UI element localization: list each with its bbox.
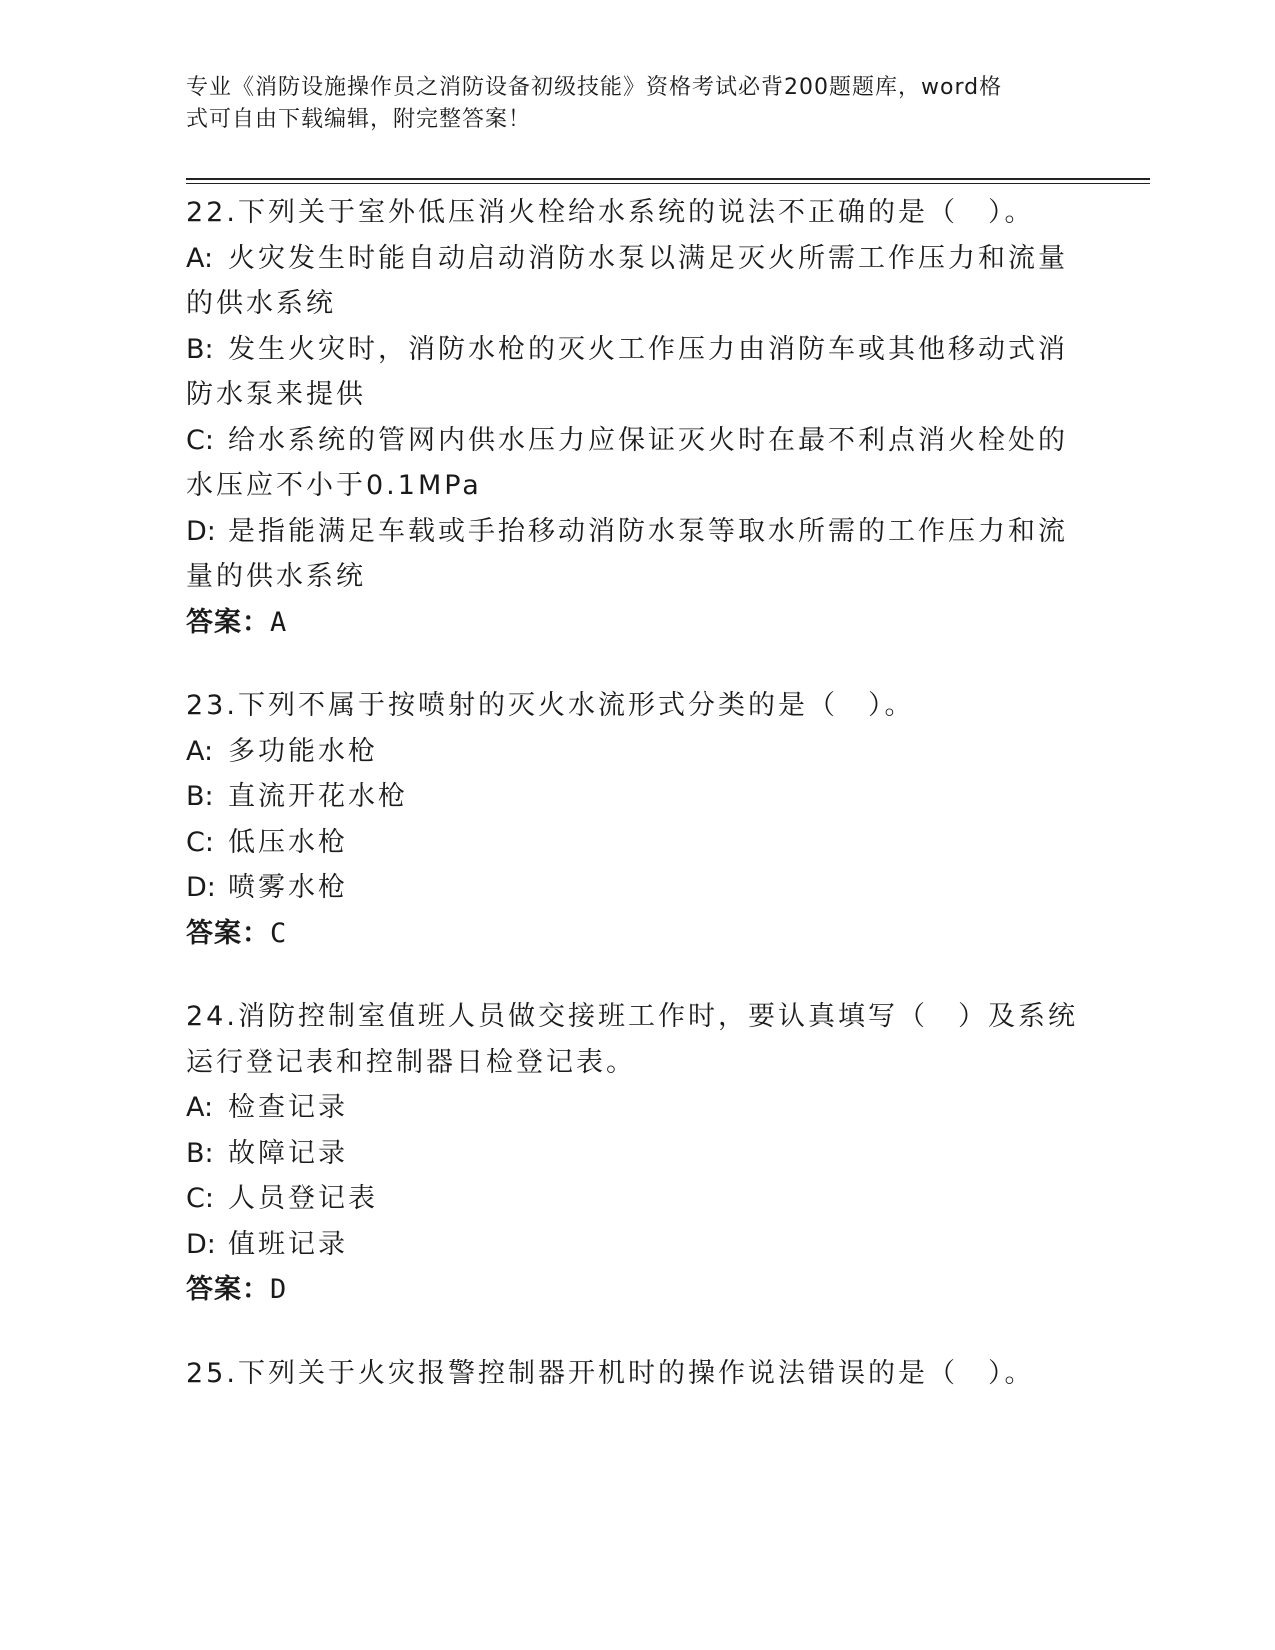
option-key: C:: [186, 1183, 214, 1214]
option-text: 给水系统的管网内供水压力应保证灭火时在最不利点消火栓处的水压应不小于0.1MPa: [186, 424, 1068, 501]
answer-label: 答案：: [186, 606, 270, 638]
option-text: 火灾发生时能自动启动消防水泵以满足灭火所需工作压力和流量的供水系统: [186, 242, 1068, 319]
option-text: 发生火灾时，消防水枪的灭火工作压力由消防车或其他移动式消防水泵来提供: [186, 333, 1068, 410]
option-text: 故障记录: [228, 1137, 348, 1169]
option-text: 检查记录: [228, 1092, 348, 1123]
question-stem: 25.下列关于火灾报警控制器开机时的操作说法错误的是（ ）。: [186, 1357, 1035, 1389]
option-key: A:: [186, 735, 214, 767]
answer-line: [186, 1267, 1086, 1313]
answer-value: D: [270, 1274, 288, 1305]
question-stem: 24.消防控制室值班人员做交接班工作时，要认真填写（ ）及系统运行登记表和控制器日检登记表。: [186, 1001, 1078, 1078]
option-b: [186, 327, 1086, 418]
option-a: [186, 1085, 1086, 1131]
answer-value: C: [270, 917, 288, 949]
option-key: B:: [186, 781, 214, 812]
answer-label: 答案：: [186, 1274, 270, 1305]
document-header: [186, 72, 1066, 136]
option-key: D:: [186, 515, 216, 547]
option-text: 直流开花水枪: [228, 781, 408, 812]
question-stem: 23.下列不属于按喷射的灭火水流形式分类的是（ ）。: [186, 690, 915, 721]
option-b: [186, 774, 1086, 820]
header-divider-thick: [186, 178, 1150, 180]
option-key: B:: [186, 1137, 214, 1169]
question-stem: 22.下列关于室外低压消火栓给水系统的说法不正确的是（ ）。: [186, 197, 1035, 228]
option-key: C:: [186, 826, 214, 858]
option-key: D:: [186, 872, 216, 903]
option-c: [186, 820, 1086, 866]
answer-value: A: [270, 606, 288, 638]
option-text: 人员登记表: [228, 1183, 378, 1214]
answer-line: [186, 600, 1086, 646]
option-text: 低压水枪: [228, 826, 348, 858]
option-d: [186, 509, 1086, 600]
question-23: [186, 683, 1086, 956]
question-25: [186, 1351, 1086, 1397]
answer-line: [186, 911, 1086, 957]
option-d: [186, 865, 1086, 911]
option-key: D:: [186, 1228, 216, 1260]
option-a: [186, 729, 1086, 775]
header-line-2: 式可自由下载编辑，附完整答案！: [186, 107, 532, 132]
option-c: [186, 1176, 1086, 1222]
option-a: [186, 236, 1086, 327]
option-text: 值班记录: [228, 1228, 348, 1260]
option-text: 多功能水枪: [228, 735, 378, 767]
option-key: A:: [186, 1092, 214, 1123]
option-c: [186, 418, 1086, 509]
option-text: 喷雾水枪: [228, 872, 348, 903]
header-line-1: 专业《消防设施操作员之消防设备初级技能》资格考试必背200题题库，word格: [186, 75, 1003, 100]
question-24: [186, 994, 1086, 1313]
question-list: [186, 190, 1086, 1434]
option-text: 是指能满足车载或手抬移动消防水泵等取水所需的工作压力和流量的供水系统: [186, 515, 1068, 592]
header-divider-thin: [186, 183, 1150, 184]
option-key: A:: [186, 242, 214, 274]
option-b: [186, 1131, 1086, 1177]
answer-label: 答案：: [186, 917, 270, 949]
option-key: C:: [186, 424, 214, 456]
option-key: B:: [186, 333, 214, 365]
question-22: [186, 190, 1086, 645]
option-d: [186, 1222, 1086, 1268]
